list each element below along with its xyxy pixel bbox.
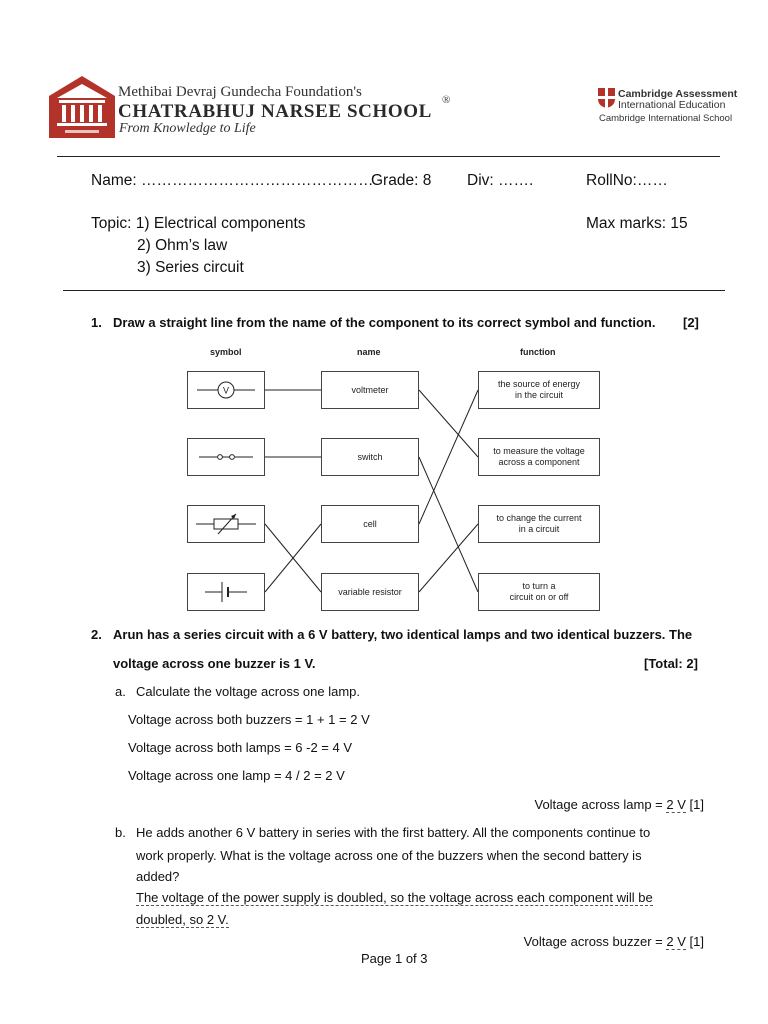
q2b-answer-line2: doubled, so 2 V. [136,912,229,927]
variable-resistor-symbol-icon [194,510,258,538]
roll-field: RollNo:…… [586,172,668,189]
name-field: Name: ……………………………………… [91,172,374,189]
q2b-line2: work properly. What is the voltage across one of the buzzers when the second battery is [136,848,642,863]
max-marks: Max marks: 15 [586,215,688,232]
cambridge-line3: Cambridge International School [599,113,733,124]
symbol-box-cell [187,573,265,611]
q2b-label: b. [115,825,126,840]
symbol-box-variable-resistor [187,505,265,543]
column-function: function [520,347,556,357]
function-current-line1: to change the current [496,513,582,523]
q2b-answer-line1: The voltage of the power supply is doubled, so the voltage across each component will be [136,890,653,905]
svg-text:V: V [222,385,230,396]
q2-text-line2: voltage across one buzzer is 1 V. [113,656,316,671]
grade-label: Grade: 8 [371,172,432,189]
q2a-working-1: Voltage across both buzzers = 1 + 1 = 2 V [128,712,370,727]
symbol-box-voltmeter [187,371,265,409]
topic-line-3: 3) Series circuit [137,259,244,276]
q2a-answer-value: 2 V [666,797,686,812]
column-symbol: symbol [210,347,242,357]
foundation-name: Methibai Devraj Gundecha Foundation's [118,84,362,100]
name-box-variable-resistor: variable resistor [321,573,419,611]
function-box-change-current [478,505,600,543]
q2a-answer [534,797,704,812]
name-box-voltmeter: voltmeter [321,371,419,409]
column-name: name [357,347,381,357]
q2b-line3: added? [136,869,180,884]
q2b-answer-marks: [1] [689,934,704,949]
cell-symbol-icon [195,579,257,605]
school-name: CHATRABHUJ NARSEE SCHOOL [118,101,432,122]
q2a-label: a. [115,684,126,699]
function-box-measure-voltage [478,438,600,476]
function-energy-line2: in the circuit [514,390,564,400]
function-current-line2: in a circuit [518,524,560,534]
q2b-answer-value: 2 V [666,934,686,949]
symbol-box-switch [187,438,265,476]
function-energy-line1: the source of energy [497,379,581,389]
function-voltage-line1: to measure the voltage [493,446,585,456]
q2b-answer [524,934,704,949]
q2-text-line1: Arun has a series circuit with a 6 V battery, two identical lamps and two identical buzzers. The [113,627,693,642]
q2a-working-2: Voltage across both lamps = 6 -2 = 4 V [128,740,353,755]
q2a-text: Calculate the voltage across one lamp. [136,684,361,699]
q1-marks: [2] [683,315,699,330]
div-field: Div: ……. [467,172,534,189]
cambridge-line1: Cambridge Assessment [618,88,738,100]
q2a-answer-marks: [1] [689,797,704,812]
switch-symbol-icon [195,447,257,467]
school-tagline: From Knowledge to Life [119,121,256,136]
function-voltage-line2: across a component [498,457,580,467]
topic-line-2: 2) Ohm’s law [137,237,228,254]
registered-mark: ® [442,94,451,106]
voltmeter-symbol-icon [195,380,257,400]
topic-line-1: Topic: 1) Electrical components [91,215,306,232]
q2b-line1: He adds another 6 V battery in series with the first battery. All the components continue to [136,825,651,840]
name-box-switch: switch [321,438,419,476]
name-box-cell: cell [321,505,419,543]
function-switch-line1: to turn a [522,581,556,591]
q1-number: 1. [91,315,102,330]
cambridge-line2: International Education [618,99,726,111]
function-box-energy [478,371,600,409]
function-switch-line2: circuit on or off [509,592,569,602]
q2b-answer-label: Voltage across buzzer = [523,934,663,949]
q1-text: Draw a straight line from the name of the component to its correct symbol and function. [113,315,656,330]
q2a-working-3: Voltage across one lamp = 4 / 2 = 2 V [128,768,345,783]
q2a-answer-label: Voltage across lamp = [534,797,663,812]
q2-total: [Total: 2] [644,656,698,671]
page-number: Page 1 of 3 [361,951,428,966]
function-box-turn-on-off [478,573,600,611]
q2-number: 2. [91,627,102,642]
